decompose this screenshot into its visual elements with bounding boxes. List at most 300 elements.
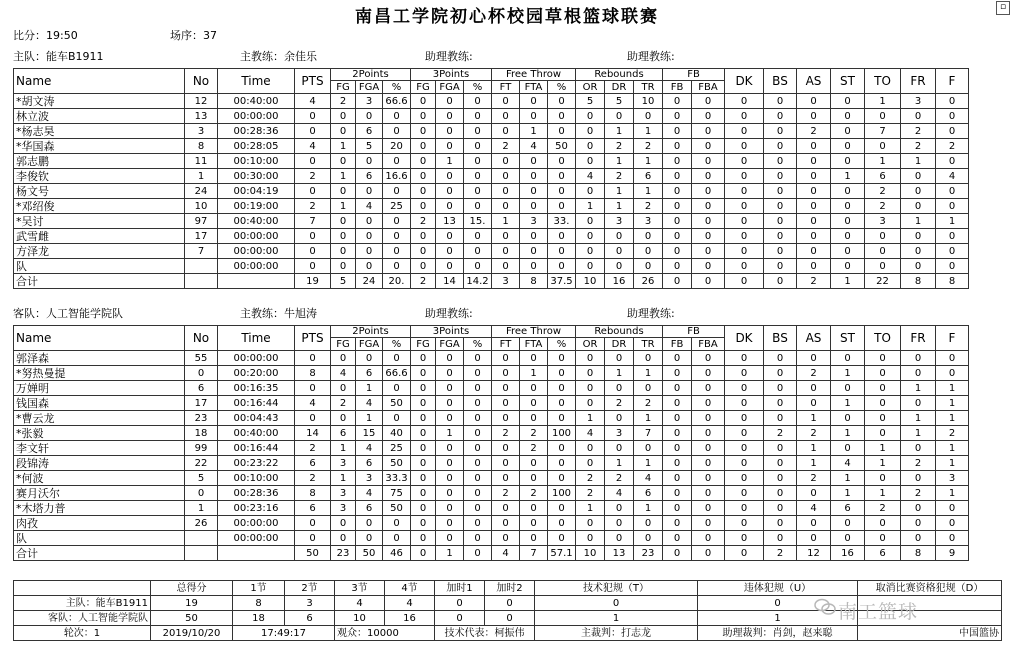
stat-cell: 12 xyxy=(185,94,218,109)
stat-cell: 25 xyxy=(383,441,411,456)
stat-cell: 3 xyxy=(936,471,969,486)
total-cell: 26 xyxy=(634,274,663,289)
stat-cell: 00:00:00 xyxy=(218,259,295,274)
stat-cell: 2 xyxy=(797,124,831,139)
stat-cell: 0 xyxy=(576,381,605,396)
stat-cell: 0 xyxy=(865,396,901,411)
stat-cell: 0 xyxy=(936,94,969,109)
stat-cell: 0 xyxy=(411,441,436,456)
player-name: *杨志昊 xyxy=(14,124,185,139)
stat-cell: 0 xyxy=(464,169,492,184)
summary-cell: 1 xyxy=(535,611,698,626)
stat-cell: 3 xyxy=(185,124,218,139)
stat-cell: 00:40:00 xyxy=(218,94,295,109)
stat-cell: 0 xyxy=(520,396,548,411)
stat-cell: 4 xyxy=(831,456,865,471)
column-header-as: AS xyxy=(797,69,831,94)
stat-cell: 0 xyxy=(725,244,764,259)
stat-cell: 0 xyxy=(548,501,576,516)
player-row xyxy=(14,259,969,274)
stat-cell: 0 xyxy=(663,441,692,456)
column-header-dk: DK xyxy=(725,69,764,94)
stat-cell: 0 xyxy=(383,531,411,546)
stat-cell: 18 xyxy=(185,426,218,441)
stat-cell: 0 xyxy=(725,139,764,154)
stat-cell: 00:10:00 xyxy=(218,471,295,486)
stat-cell: 1 xyxy=(936,411,969,426)
stat-cell: 4 xyxy=(356,441,383,456)
total-cell: 0 xyxy=(692,274,725,289)
stat-cell: 00:00:00 xyxy=(218,516,295,531)
summary-corner xyxy=(14,581,151,596)
column-subheader-fga: FGA xyxy=(356,338,383,351)
stat-cell: 0 xyxy=(492,244,520,259)
total-cell: 1 xyxy=(831,274,865,289)
stat-cell: 1 xyxy=(185,169,218,184)
stat-cell: 0 xyxy=(464,471,492,486)
stat-cell: 0 xyxy=(548,516,576,531)
stat-cell: 0 xyxy=(692,199,725,214)
stat-cell: 00:00:00 xyxy=(218,351,295,366)
player-name: 队 xyxy=(14,531,185,546)
total-cell: 5 xyxy=(331,274,356,289)
stat-cell: 0 xyxy=(356,259,383,274)
stat-cell: 0 xyxy=(411,516,436,531)
total-cell: 14.2 xyxy=(464,274,492,289)
total-cell: 0 xyxy=(725,274,764,289)
stat-cell: 00:28:36 xyxy=(218,124,295,139)
stat-cell: 0 xyxy=(548,259,576,274)
stat-cell: 0 xyxy=(634,229,663,244)
total-cell: 13 xyxy=(605,546,634,561)
stat-cell: 0 xyxy=(797,486,831,501)
stat-cell: 0 xyxy=(663,244,692,259)
total-cell: 50 xyxy=(356,546,383,561)
stat-cell: 0 xyxy=(901,109,936,124)
stat-cell: 1 xyxy=(605,154,634,169)
stat-cell: 0 xyxy=(411,139,436,154)
stat-cell: 0 xyxy=(725,411,764,426)
stat-cell: 50 xyxy=(383,501,411,516)
column-subheader-fga: FGA xyxy=(436,338,464,351)
stat-cell: 0 xyxy=(576,441,605,456)
column-header-name: Name xyxy=(14,326,185,351)
stat-cell: 1 xyxy=(797,456,831,471)
stat-cell: 4 xyxy=(295,396,331,411)
stat-cell: 0 xyxy=(831,139,865,154)
stat-cell: 25 xyxy=(383,199,411,214)
total-cell: 0 xyxy=(725,546,764,561)
stat-cell: 0 xyxy=(936,124,969,139)
stat-cell: 0 xyxy=(831,109,865,124)
stat-cell: 0 xyxy=(901,184,936,199)
stat-cell: 0 xyxy=(605,501,634,516)
stat-cell: 1 xyxy=(331,441,356,456)
stat-cell: 0 xyxy=(764,139,797,154)
stat-cell: 1 xyxy=(936,441,969,456)
stat-cell: 0 xyxy=(797,154,831,169)
player-name: 段锦涛 xyxy=(14,456,185,471)
stat-cell: 0 xyxy=(797,139,831,154)
stat-cell: 0 xyxy=(764,154,797,169)
stat-cell: 55 xyxy=(185,351,218,366)
stat-cell: 1 xyxy=(936,381,969,396)
player-row xyxy=(14,154,969,169)
stat-cell: 0 xyxy=(764,396,797,411)
stat-cell: 2 xyxy=(605,396,634,411)
stat-cell: 5 xyxy=(185,471,218,486)
stat-cell: 0 xyxy=(411,471,436,486)
player-row xyxy=(14,229,969,244)
stat-cell: 0 xyxy=(901,366,936,381)
stat-cell: 00:30:00 xyxy=(218,169,295,184)
stat-cell: 0 xyxy=(411,259,436,274)
stat-cell: 2 xyxy=(901,486,936,501)
stat-cell: 00:00:00 xyxy=(218,229,295,244)
stat-cell: 0 xyxy=(331,516,356,531)
stat-cell: 0 xyxy=(576,516,605,531)
player-name: *胡文涛 xyxy=(14,94,185,109)
stat-cell: 0 xyxy=(520,381,548,396)
stat-cell: 1 xyxy=(901,426,936,441)
stat-cell: 2 xyxy=(576,471,605,486)
stat-cell: 0 xyxy=(492,381,520,396)
stat-cell: 0 xyxy=(663,381,692,396)
stat-cell: 0 xyxy=(464,139,492,154)
stat-cell: 1 xyxy=(865,94,901,109)
summary-cell: 0 xyxy=(435,596,485,611)
stat-cell: 0 xyxy=(605,411,634,426)
stat-cell: 8 xyxy=(295,486,331,501)
stat-cell: 0 xyxy=(492,411,520,426)
stat-cell: 0 xyxy=(663,411,692,426)
summary-cell: 0 xyxy=(485,611,535,626)
column-header-time: Time xyxy=(218,326,295,351)
summary-header: 4节 xyxy=(385,581,435,596)
stat-cell: 1 xyxy=(901,154,936,169)
stat-cell: 0 xyxy=(831,154,865,169)
stat-cell: 0 xyxy=(725,501,764,516)
stat-cell: 0 xyxy=(464,531,492,546)
stat-cell: 0 xyxy=(492,456,520,471)
score-label: 比分：19:50 xyxy=(13,29,78,42)
total-cell: 8 xyxy=(901,546,936,561)
stat-cell: 0 xyxy=(725,184,764,199)
stat-cell: 0 xyxy=(295,381,331,396)
stat-cell: 0 xyxy=(634,531,663,546)
column-subheader-tr: TR xyxy=(634,338,663,351)
away-assistant-coach-2: 助理教练: xyxy=(627,307,675,320)
stat-cell: 0 xyxy=(865,516,901,531)
stat-cell: 0 xyxy=(295,259,331,274)
stat-cell: 0 xyxy=(725,94,764,109)
stat-cell: 0 xyxy=(663,94,692,109)
player-row xyxy=(14,94,969,109)
stat-cell: 0 xyxy=(492,199,520,214)
stat-cell: 3 xyxy=(356,94,383,109)
stat-cell: 1 xyxy=(185,501,218,516)
stat-cell: 0 xyxy=(901,516,936,531)
summary-footer-row xyxy=(14,626,1002,641)
player-name: 郭泽森 xyxy=(14,351,185,366)
stat-cell: 0 xyxy=(464,259,492,274)
stat-cell: 00:00:00 xyxy=(218,109,295,124)
stat-cell: 0 xyxy=(831,124,865,139)
stat-cell: 6 xyxy=(634,169,663,184)
summary-cell: 4 xyxy=(385,596,435,611)
total-cell: 22 xyxy=(865,274,901,289)
total-cell: 16 xyxy=(831,546,865,561)
stat-cell: 4 xyxy=(356,199,383,214)
stat-cell: 0 xyxy=(436,456,464,471)
stat-cell: 0 xyxy=(576,184,605,199)
stat-cell: 0 xyxy=(634,441,663,456)
stat-cell: 0 xyxy=(576,109,605,124)
player-row xyxy=(14,124,969,139)
player-row xyxy=(14,184,969,199)
total-cell: 10 xyxy=(576,546,605,561)
total-cell: 10 xyxy=(576,274,605,289)
stat-cell: 4 xyxy=(295,94,331,109)
home-coach-label: 主教练：余佳乐 xyxy=(240,50,317,63)
player-name: 钱国森 xyxy=(14,396,185,411)
total-cell: 9 xyxy=(936,546,969,561)
stat-cell: 0 xyxy=(692,366,725,381)
stat-cell: 0 xyxy=(663,259,692,274)
stat-cell: 0 xyxy=(725,259,764,274)
total-cell: 19 xyxy=(295,274,331,289)
stat-cell: 0 xyxy=(764,259,797,274)
stat-cell: 0 xyxy=(295,154,331,169)
stat-cell: 0 xyxy=(605,351,634,366)
stat-cell: 0 xyxy=(605,109,634,124)
stat-cell: 0 xyxy=(411,501,436,516)
stat-cell: 0 xyxy=(548,154,576,169)
stat-cell: 0 xyxy=(663,139,692,154)
stat-cell: 1 xyxy=(436,154,464,169)
stat-cell: 1 xyxy=(331,199,356,214)
column-subheader-fg: FG xyxy=(411,338,436,351)
player-row xyxy=(14,486,969,501)
player-name: 李文轩 xyxy=(14,441,185,456)
stat-cell: 0 xyxy=(634,516,663,531)
column-header-no: No xyxy=(185,326,218,351)
total-cell: 16 xyxy=(605,274,634,289)
stat-cell: 0 xyxy=(576,396,605,411)
stat-cell: 0 xyxy=(605,229,634,244)
player-row xyxy=(14,214,969,229)
stat-cell: 1 xyxy=(520,366,548,381)
stat-cell: 0 xyxy=(520,199,548,214)
stat-cell: 0 xyxy=(605,381,634,396)
stat-cell: 0 xyxy=(436,244,464,259)
column-subheader-dr: DR xyxy=(605,81,634,94)
total-label: 合计 xyxy=(14,546,185,561)
stat-cell: 0 xyxy=(295,229,331,244)
stat-cell: 0 xyxy=(936,229,969,244)
total-cell: 6 xyxy=(865,546,901,561)
stat-cell: 0 xyxy=(692,411,725,426)
player-row xyxy=(14,139,969,154)
stat-cell: 7 xyxy=(865,124,901,139)
stat-cell: 16.6 xyxy=(383,169,411,184)
stat-cell: 15 xyxy=(356,426,383,441)
stat-cell: 0 xyxy=(901,169,936,184)
stat-cell: 00:40:00 xyxy=(218,214,295,229)
stat-cell: 1 xyxy=(634,124,663,139)
corner-box-icon[interactable]: ▫ xyxy=(996,1,1010,15)
stat-cell: 1 xyxy=(634,411,663,426)
stat-cell: 4 xyxy=(576,169,605,184)
stat-cell: 0 xyxy=(548,199,576,214)
stat-cell: 2 xyxy=(295,199,331,214)
summary-header: 违体犯规（U） xyxy=(698,581,858,596)
column-header-fr: FR xyxy=(901,69,936,94)
stat-cell: 7 xyxy=(185,244,218,259)
player-row xyxy=(14,169,969,184)
stat-cell: 0 xyxy=(295,411,331,426)
stat-cell: 0 xyxy=(692,351,725,366)
player-name: *木塔力普 xyxy=(14,501,185,516)
stat-cell: 3 xyxy=(331,501,356,516)
stat-cell: 0 xyxy=(692,94,725,109)
stat-cell: 0 xyxy=(936,199,969,214)
stat-cell: 2 xyxy=(797,366,831,381)
total-cell xyxy=(218,274,295,289)
stat-cell: 0 xyxy=(605,516,634,531)
stat-cell: 0 xyxy=(764,471,797,486)
stat-cell: 0 xyxy=(936,531,969,546)
stat-cell: 0 xyxy=(797,229,831,244)
stat-cell: 66.6 xyxy=(383,94,411,109)
column-header-f: F xyxy=(936,326,969,351)
column-subheader-pct: % xyxy=(548,81,576,94)
stat-cell: 0 xyxy=(464,184,492,199)
stat-cell: 2 xyxy=(295,169,331,184)
summary-cell: 0 xyxy=(698,596,858,611)
stat-cell: 00:04:43 xyxy=(218,411,295,426)
stat-cell: 14 xyxy=(295,426,331,441)
stat-cell: 2 xyxy=(634,396,663,411)
stat-cell: 0 xyxy=(692,154,725,169)
stat-cell: 0 xyxy=(865,411,901,426)
stat-cell: 1 xyxy=(936,486,969,501)
stat-cell: 0 xyxy=(901,501,936,516)
stat-cell: 6 xyxy=(356,501,383,516)
stat-cell: 0 xyxy=(411,244,436,259)
stat-cell: 0 xyxy=(663,366,692,381)
stat-cell: 0 xyxy=(692,214,725,229)
stat-cell: 0 xyxy=(605,259,634,274)
player-name: *张毅 xyxy=(14,426,185,441)
stat-cell: 2 xyxy=(797,471,831,486)
stat-cell: 4 xyxy=(520,139,548,154)
stat-cell: 0 xyxy=(464,244,492,259)
stat-cell: 0 xyxy=(331,259,356,274)
player-name: *曹云龙 xyxy=(14,411,185,426)
total-label: 合计 xyxy=(14,274,185,289)
stat-cell: 0 xyxy=(692,109,725,124)
player-name: 万婵明 xyxy=(14,381,185,396)
stat-cell: 0 xyxy=(764,516,797,531)
total-cell: 2 xyxy=(797,274,831,289)
stat-cell: 0 xyxy=(464,366,492,381)
stat-cell: 0 xyxy=(576,124,605,139)
stat-cell: 0 xyxy=(797,381,831,396)
stat-cell: 0 xyxy=(520,154,548,169)
stat-cell: 22 xyxy=(185,456,218,471)
stat-cell: 0 xyxy=(576,531,605,546)
stat-cell: 0 xyxy=(692,169,725,184)
group-header-fb: FB xyxy=(663,326,725,338)
stat-cell: 0 xyxy=(436,366,464,381)
stat-cell: 0 xyxy=(295,351,331,366)
stat-cell: 0 xyxy=(725,471,764,486)
stat-cell: 00:28:36 xyxy=(218,486,295,501)
stat-cell: 0 xyxy=(936,366,969,381)
column-header-fr: FR xyxy=(901,326,936,351)
stat-cell: 0 xyxy=(901,244,936,259)
stat-cell: 1 xyxy=(331,139,356,154)
stat-cell: 0 xyxy=(185,366,218,381)
player-row xyxy=(14,396,969,411)
stat-cell: 0 xyxy=(764,244,797,259)
summary-cell: 0 xyxy=(535,596,698,611)
stat-cell: 0 xyxy=(692,139,725,154)
stat-cell: 0 xyxy=(663,154,692,169)
stat-cell: 0 xyxy=(797,244,831,259)
stat-cell: 0 xyxy=(492,516,520,531)
stat-cell: 0 xyxy=(692,486,725,501)
stat-cell: 0 xyxy=(548,456,576,471)
stat-cell: 0 xyxy=(576,154,605,169)
stat-cell: 0 xyxy=(464,199,492,214)
watermark-text: 南工篮球 xyxy=(838,601,919,623)
total-cell: 0 xyxy=(692,546,725,561)
stat-cell: 0 xyxy=(725,396,764,411)
player-name: 杨文号 xyxy=(14,184,185,199)
total-cell: 37.5 xyxy=(548,274,576,289)
stat-cell: 26 xyxy=(185,516,218,531)
stat-cell: 0 xyxy=(797,516,831,531)
stat-cell: 15. xyxy=(464,214,492,229)
stat-cell: 0 xyxy=(663,229,692,244)
stat-cell: 0 xyxy=(492,396,520,411)
stat-cell: 2 xyxy=(520,441,548,456)
column-subheader-fb: FB xyxy=(663,81,692,94)
stat-cell: 00:00:00 xyxy=(218,244,295,259)
stat-cell: 0 xyxy=(411,396,436,411)
stat-cell: 6 xyxy=(831,501,865,516)
away-stats-table xyxy=(13,325,969,561)
stat-cell: 0 xyxy=(548,366,576,381)
stat-cell: 0 xyxy=(331,381,356,396)
stat-cell: 0 xyxy=(464,94,492,109)
stat-cell: 0 xyxy=(576,259,605,274)
footer-time: 17:49:17 xyxy=(233,626,335,641)
summary-header: 技术犯规（T） xyxy=(535,581,698,596)
stat-cell: 0 xyxy=(356,229,383,244)
stat-cell: 7 xyxy=(295,214,331,229)
column-subheader-pct: % xyxy=(464,81,492,94)
column-header-dk: DK xyxy=(725,326,764,351)
stat-cell: 0 xyxy=(464,411,492,426)
total-cell: 14 xyxy=(436,274,464,289)
stat-cell: 0 xyxy=(634,244,663,259)
stat-cell: 0 xyxy=(436,441,464,456)
stat-cell: 0 xyxy=(520,456,548,471)
player-name: 李俊钦 xyxy=(14,169,185,184)
